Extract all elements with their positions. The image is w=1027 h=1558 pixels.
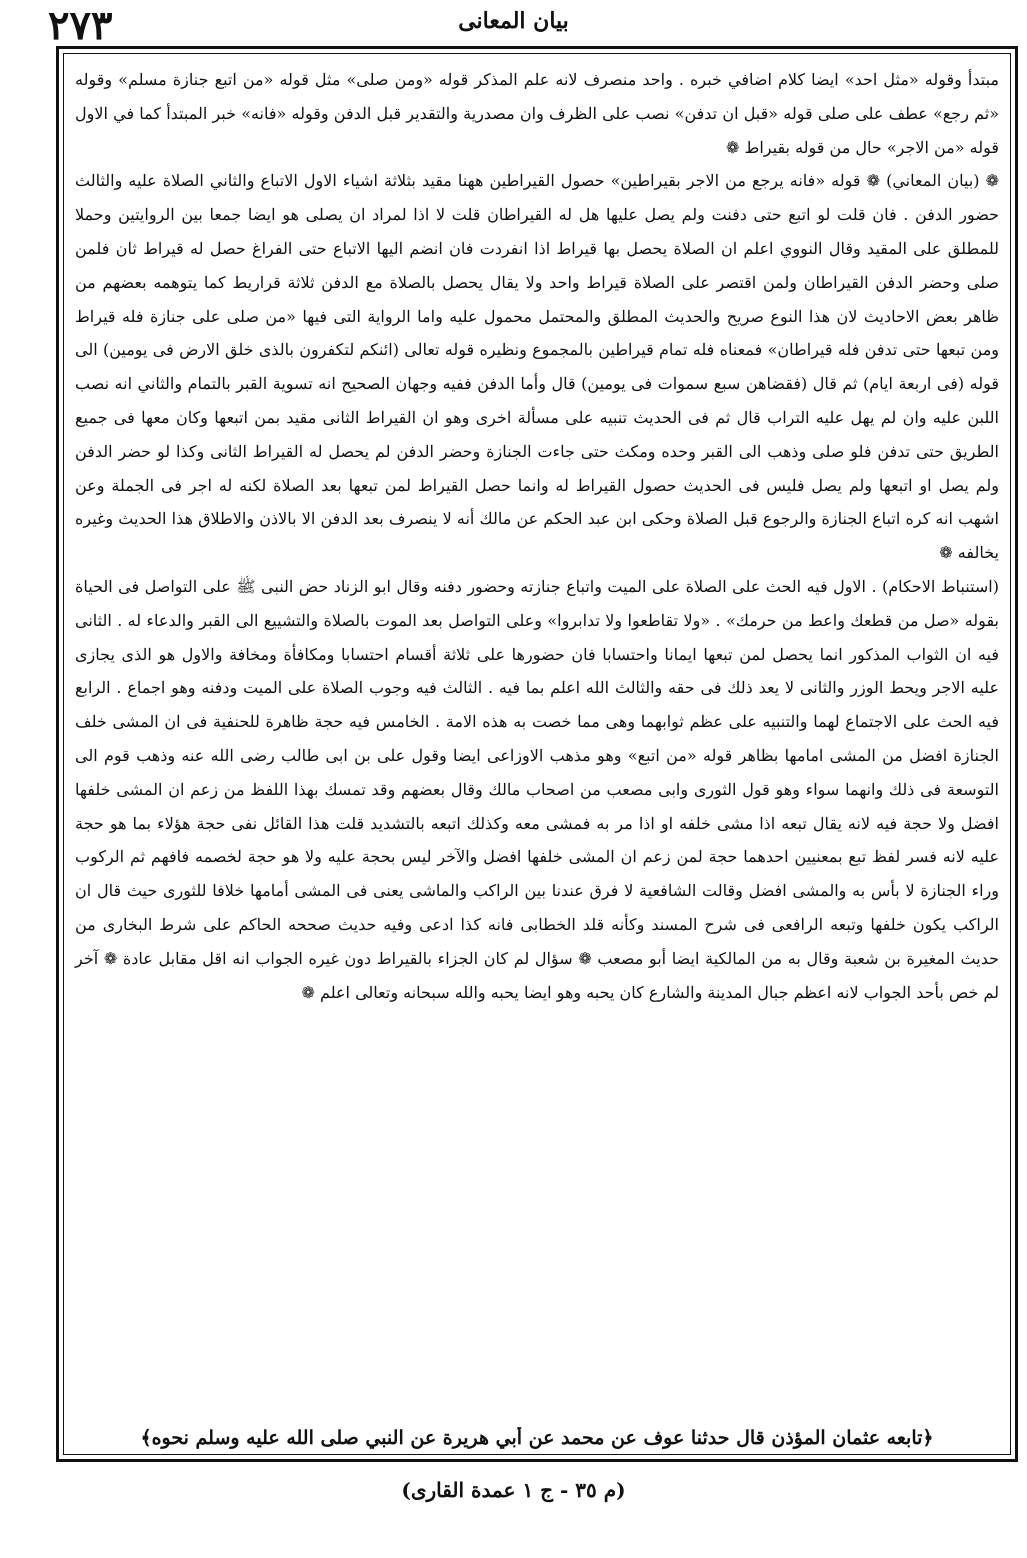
paragraph: مبتدأ وقوله «مثل احد» ايضا كلام اضافي خبره . واحد منصرف لانه علم المذكر قوله «ومن صلى» مثل قوله «من اتبع جنازة مسلم» وقوله «ثم رجع» عطف على صلى قوله «قبل ان تدفن» نصب على الظرف وان مصدرية والتقدير قبل الدفن وقوله «فانه» خبر المبتدأ كما في الاول قوله «من الاجر» حال من قوله بقيراط ❁ (75, 70, 1000, 157)
page-frame (56, 46, 1018, 1462)
text-body (75, 63, 999, 1009)
page-number: ٢٧٣ (48, 2, 113, 49)
hadith-line: ﴿تابعه عثمان المؤذن قال حدثنا عوف عن محمد عن أبي هريرة عن النبي صلى الله عليه وسلم نحوه﴾ (140, 1427, 934, 1449)
paragraph: ❁ (بيان المعاني) ❁ قوله «فانه يرجع من الاجر بقيراطين» حصول القيراطين ههنا مقيد بثلاثة اشياء الاول الاتباع والثاني الصلاة عليه والثالث حضور الدفن . فان قلت لو اتبع حتى دفنت ولم يصل عليها هل له القيراطان قلت لا اذا لمراد ان يصلى هو ايضا جمعا بين الروايتين وحملا للمطلق على المقيد وقال النووي اعلم ان الصلاة يحصل بها قيراط اذا انفردت فان انضم اليها الاتباع حتى الفراغ حصل له قيراط ثان فلمن صلى وحضر الدفن القيراطان ولمن اقتصر على الصلاة قيراط واحد ولا يقال يحصل بالصلاة مع الدفن ثلاثة قراريط كما يتوهمه بعضهم من ظاهر بعض الاحاديث لان هذا النوع صريح والحديث المطلق والمحتمل محمول عليه واما الرواية التى فيها «من صلى على جنازة فله قيراط ومن تبعها حتى تدفن فله قيراطان» فمعناه فله تمام قيراطين بالمجموع ونظيره قوله تعالى (ائنكم لتكفرون بالذى خلق الارض فى يومين) الى قوله (فى اربعة ايام) ثم قال (فقضاهن سبع سموات فى يومين) قال وأما الدفن ففيه وجهان الصحيح انه تسوية القبر بالتمام والثاني انه نصب اللبن عليه وان لم يهل عليه التراب قال ثم فى الحديث تنبيه على مسألة اخرى وهو ان القيراط الثانى مقيد بمن اتبعها وكان معها فى جميع الطريق حتى تدفن فلو صلى وذهب الى القبر وحده ومكث حتى جاءت الجنازة وحضر الدفن لم يحصل له القيراط الثانى وكذا لو حضر الدفن ولم يصل او اتبعها ولم يصل فليس فى الحديث حصول القيراط له وانما حصل القيراط لمن تبعها بعد الصلاة لكنه له اجر فى الجملة وعن اشهب انه كره اتباع الجنازة والرجوع قبل الصلاة وحكى ابن عبد الحكم عن مالك أنه لا ينصرف بعد الدفن الا بالاذن والاطلاق هذا الحديث وغيره يخالفه ❁ (75, 171, 1000, 563)
running-header: بيان المعانى (458, 8, 569, 34)
paragraph: (استنباط الاحكام) . الاول فيه الحث على الصلاة على الميت واتباع جنازته وحضور دفنه وقال ابو الزناد حض النبى ﷺ على التواصل فى الحياة بقوله «صل من قطعك واعط من حرمك» . «ولا تقاطعوا ولا تدابروا» وعلى التواصل بعد الموت بالصلاة والتشييع الى القبر والدعاء له . الثانى فيه ان الثواب المذكور انما يحصل لمن تبعها ايمانا واحتسابا فان حضورها على ثلاثة أقسام احتسابا ومكافأة ومخافة والاول هو الذى يجازى عليه الاجر ويحط الوزر والثانى لا يعد ذلك فى حقه والثالث الله اعلم بما فيه . الثالث فيه وجوب الصلاة على الميت ودفنه وهو اجماع . الرابع فيه الحث على الاجتماع لهما والتنبيه على عظم ثوابهما وهى مما خصت به هذه الامة . الخامس فيه حجة ظاهرة للحنفية فى ان المشى خلف الجنازة افضل من المشى امامها بظاهر قوله «من اتبع» وهو مذهب الاوزاعى ايضا وقول على بن ابى طالب رضى الله عنه وذهب قوم الى التوسعة فى ذلك وانهما سواء وهو قول الثورى وابى مصعب من اصحاب مالك وقال بعضهم وقد تمسك بهذا اللفظ من زعم ان المشى خلفها افضل ولا حجة فيه لانه يقال تبعه اذا مشى خلفه او اذا مر به فمشى معه وكذلك اتبعه بالتشديد قلت هذا القائل نفى حجة هؤلاء بما هو حجة عليه لانه فسر لفظ تبع بمعنيين احدهما حجة لمن زعم ان المشى خلفها افضل والآخر ليس بحجة عليه ولا هو حجة لخصمه فافهم ثم الركوب وراء الجنازة لا بأس به والمشى افضل وقالت الشافعية لا فرق عندنا بين الراكب والماشى يعنى فى المشى أمامها خلافا للثورى حيث قال ان الراكب يكون خلفها وتبعه الرافعى فى شرح المسند وكأنه قلد الخطابى فانه كذا ادعى وفيه حديث صححه الحاكم على شرط البخارى من حديث المغيرة بن شعبة وقال به من المالكية ايضا أبو مصعب ❁ سؤال لم كان الجزاء بالقيراط دون غيره الجواب انه اقل مقابل عادة ❁ آخر لم خص بأحد الجواب لانه اعظم جبال المدينة والشارع كان يحبه وهو ايضا يحبه والله سبحانه وتعالى اعلم ❁ (75, 576, 1000, 1002)
footer-signature: (م ٣٥ - ج ١ عمدة القارى) (401, 1478, 626, 1502)
